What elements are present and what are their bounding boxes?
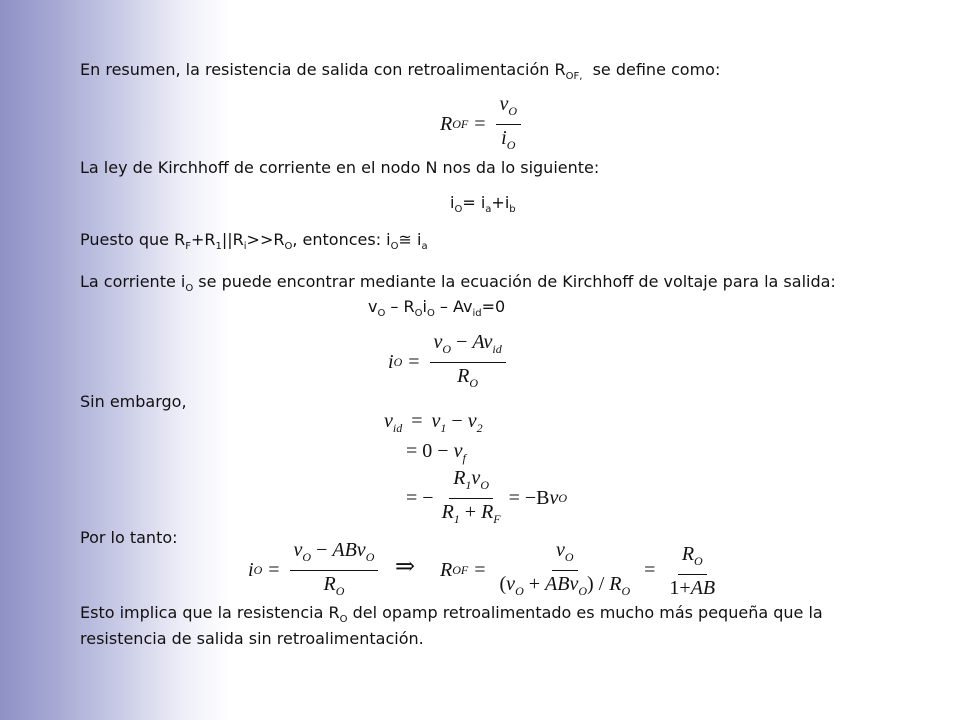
math-sub: O (515, 584, 524, 598)
math-var: R (457, 365, 470, 387)
math-var: v (506, 573, 516, 595)
math-var: v (556, 539, 565, 561)
math-op: / (598, 573, 605, 595)
equation-vid-line-3 (406, 466, 567, 531)
math-var: v (549, 487, 559, 509)
equation-final-io (248, 538, 382, 603)
math-var: R (609, 573, 622, 595)
fraction (496, 92, 522, 157)
text: i (422, 297, 427, 316)
math-var: v (431, 410, 441, 432)
text-line-2: La ley de Kirchhoff de corriente en el nodo N nos da lo siguiente: (80, 158, 600, 177)
text-line-3 (450, 193, 516, 220)
math-var: R (681, 542, 695, 565)
math-sub: 1 (465, 478, 472, 492)
text-line-7: Sin embargo, (80, 392, 187, 411)
text-line-10: resistencia de salida sin retroalimentación. (80, 629, 424, 648)
math-sub: 2 (476, 421, 483, 435)
subscript: a (421, 241, 428, 252)
math-op: ( (499, 573, 507, 595)
math-var: A (472, 331, 484, 353)
text: En resumen, la resistencia de salida con retroalimentación R (80, 60, 566, 79)
math-var: i (501, 127, 507, 149)
subscript: O (339, 614, 348, 625)
math-op: = 0 − (406, 440, 449, 462)
math-var: v (471, 467, 481, 489)
text: Puesto que R (80, 230, 186, 249)
text: ||R (221, 230, 244, 249)
subscript: O (414, 308, 423, 319)
text-line-9 (80, 603, 823, 630)
math-sub: O (469, 376, 479, 390)
math-op: = (411, 410, 423, 432)
math-sub: O (621, 584, 631, 598)
text: del opamp retroalimentado es mucho más pequeña que la (347, 603, 823, 622)
text-line-5 (80, 272, 836, 299)
subscript: O (426, 308, 435, 319)
text: = i (462, 193, 486, 212)
text-line-6 (368, 297, 505, 324)
math-op: = − (406, 487, 434, 509)
math-sub: O (365, 550, 375, 564)
subscript: OF, (565, 71, 583, 82)
math-var: AB (545, 573, 570, 595)
math-op: + (679, 576, 691, 599)
math-sub: O (480, 478, 489, 492)
math-op: = (474, 559, 486, 581)
text: , entonces: i (292, 230, 391, 249)
subscript: id (472, 308, 482, 319)
subscript: O (390, 241, 399, 252)
math-sub: O (335, 584, 345, 598)
math-sub: id (392, 421, 403, 435)
math-var: v (433, 331, 443, 353)
text: Esto implica que la resistencia R (80, 603, 340, 622)
math-sub: f (462, 451, 466, 465)
fraction (665, 542, 719, 600)
text: >>R (246, 230, 285, 249)
math-op: = −B (508, 487, 550, 509)
math-var: R (323, 573, 336, 595)
math-var: v (453, 440, 463, 462)
text: i (450, 193, 455, 212)
fraction (290, 538, 379, 603)
math-op: ) (587, 573, 594, 595)
math-sub: F (493, 512, 501, 526)
math-num: 1 (669, 576, 680, 599)
equation-final-rof (440, 538, 723, 603)
math-op: − (456, 331, 468, 353)
text: =0 (481, 297, 506, 316)
text: – R (385, 297, 415, 316)
math-var: v (467, 410, 477, 432)
math-op: = (268, 559, 280, 581)
text: ≅ i (398, 230, 422, 249)
equation-io (388, 330, 510, 395)
math-sub: OF (452, 563, 469, 577)
math-op: − (451, 410, 463, 432)
math-var: v (384, 410, 393, 432)
math-op: + (528, 573, 541, 595)
math-sub: O (694, 553, 703, 568)
subscript: i (243, 241, 247, 252)
math-sub: O (564, 550, 574, 564)
text: se define como: (582, 60, 721, 79)
math-op: = (644, 559, 656, 581)
text-line-4 (80, 230, 428, 257)
math-var: v (483, 331, 493, 353)
math-var: v (499, 93, 509, 115)
subscript: F (185, 241, 191, 252)
subscript: 1 (215, 241, 222, 252)
subscript: a (485, 204, 492, 215)
math-op: = (474, 113, 486, 135)
math-var: v (293, 539, 303, 561)
text: +R (190, 230, 216, 249)
text: se puede encontrar mediante la ecuación de Kirchhoff de voltaje para la salida: (193, 272, 836, 291)
subscript: O (377, 308, 386, 319)
math-op: + (464, 501, 477, 523)
math-sub: O (508, 104, 518, 118)
math-var: v (356, 539, 366, 561)
equation-vid-line-1 (384, 410, 483, 436)
math-sub: O (302, 550, 312, 564)
implies-arrow-icon: ⇒ (395, 554, 416, 580)
math-sub: O (558, 491, 568, 505)
math-var: v (569, 573, 579, 595)
fraction (430, 330, 506, 395)
text: +i (491, 193, 510, 212)
math-sub: O (393, 355, 403, 369)
text: v (368, 297, 378, 316)
math-sub: O (253, 563, 263, 577)
math-op: − (316, 539, 328, 561)
math-sub: 1 (440, 421, 447, 435)
subscript: O (284, 241, 293, 252)
equation-rof-definition (440, 92, 525, 157)
text-line-8: Por lo tanto: (80, 528, 178, 547)
math-var: R (440, 113, 453, 135)
math-var: R (441, 501, 454, 523)
math-var: R (440, 559, 453, 581)
subscript: b (509, 204, 516, 215)
subscript: O (185, 283, 194, 294)
math-sub: id (492, 342, 502, 356)
math-sub: O (506, 138, 516, 152)
math-sub: O (578, 584, 588, 598)
math-var: AB (690, 576, 716, 599)
math-var: R (481, 501, 494, 523)
fraction (438, 466, 505, 531)
text: La corriente i (80, 272, 186, 291)
text-line-1 (80, 60, 720, 87)
math-var: i (248, 559, 254, 581)
subscript: O (454, 204, 463, 215)
math-var: i (388, 351, 394, 373)
equation-vid-line-2 (406, 440, 466, 466)
math-sub: O (442, 342, 452, 356)
math-op: = (408, 351, 420, 373)
fraction (496, 538, 635, 603)
math-sub: 1 (453, 512, 460, 526)
math-var: AB (332, 539, 357, 561)
math-var: R (453, 467, 466, 489)
text: – Av (434, 297, 473, 316)
math-sub: OF (452, 117, 469, 131)
